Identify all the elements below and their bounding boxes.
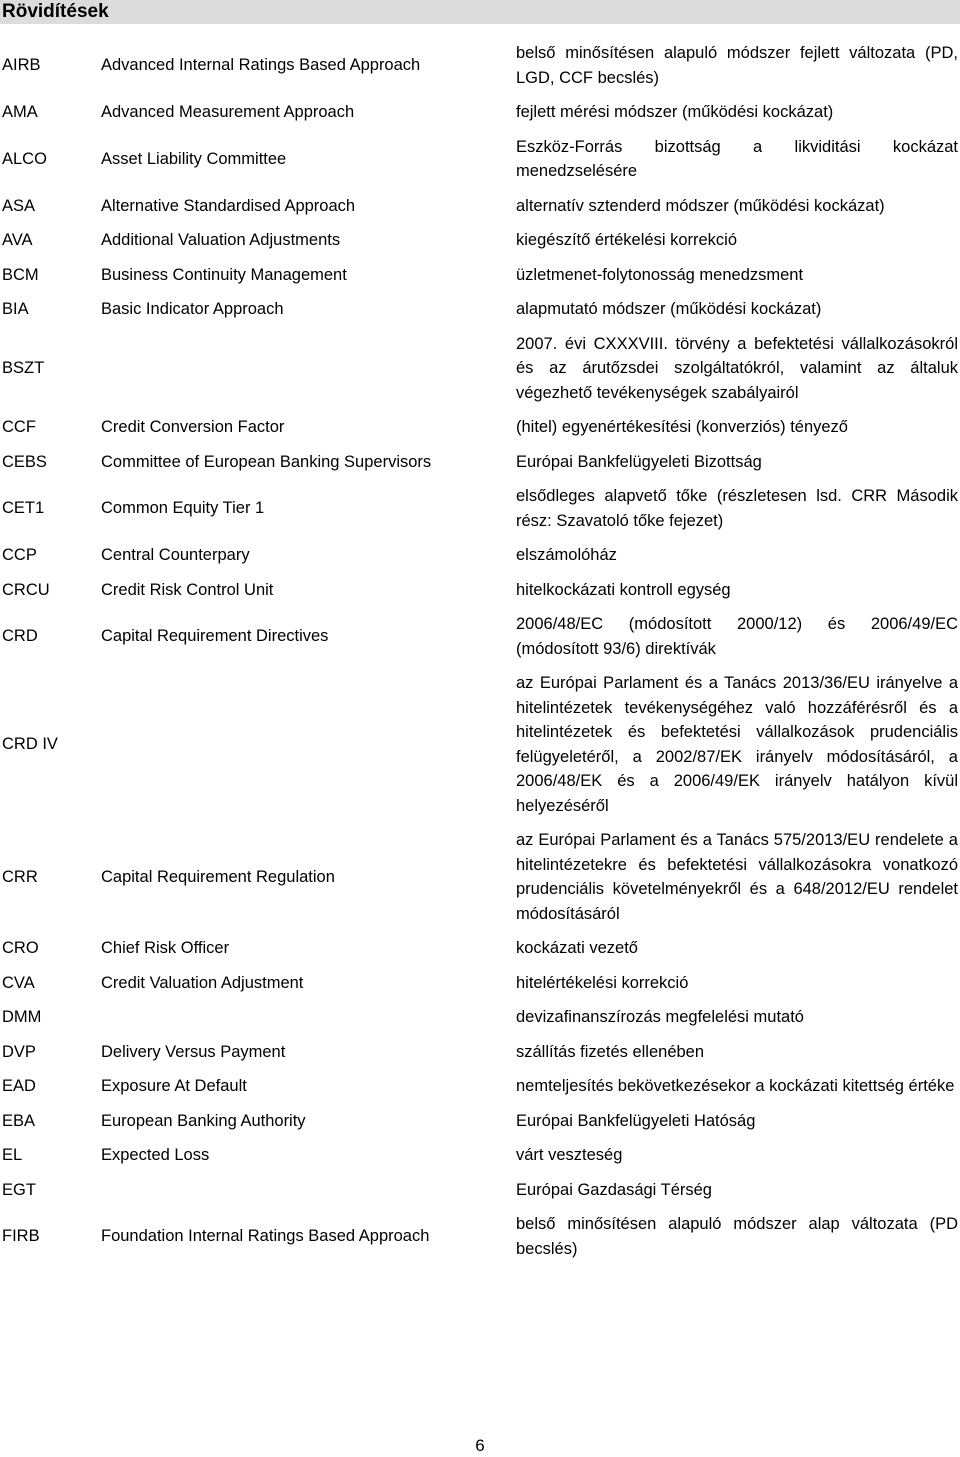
table-row	[0, 1138, 960, 1173]
english-term-cell: Credit Risk Control Unit	[101, 580, 274, 599]
hungarian-description-cell: elsődleges alapvető tőke (részletesen lsd. CRR Második rész: Szavatoló tőke fejezet)	[516, 487, 958, 530]
abbreviation-cell: ASA	[2, 196, 36, 215]
hungarian-description-cell: belső minősítésen alapuló módszer alap változata (PD becslés)	[516, 1215, 958, 1258]
abbreviation-cell: DVP	[2, 1042, 36, 1061]
english-term-cell: Credit Valuation Adjustment	[101, 973, 304, 992]
abbreviation-cell: ALCO	[2, 149, 47, 168]
english-term-cell: Chief Risk Officer	[101, 939, 230, 957]
english-term-cell: Delivery Versus Payment	[101, 1042, 286, 1061]
table-row	[0, 1173, 960, 1208]
english-term-cell: Committee of European Banking Supervisors	[101, 452, 432, 471]
hungarian-description-cell: Eszköz-Forrás bizottság a likviditási kockázat menedzselésére	[516, 137, 958, 180]
hungarian-description-cell: nemteljesítés bekövetkezésekor a kockázati kitettség értéke	[516, 1077, 955, 1095]
hungarian-description-cell: üzletmenet-folytonosság menedzsment	[516, 265, 804, 284]
abbreviation-cell: BIA	[2, 300, 29, 318]
english-term-cell: Capital Requirement Regulation	[101, 867, 335, 886]
abbreviation-cell: EL	[2, 1146, 23, 1164]
english-term-cell: Expected Loss	[101, 1146, 210, 1164]
english-term-cell: Common Equity Tier 1	[101, 499, 265, 518]
hungarian-description-cell: alternatív sztenderd módszer (működési kockázat)	[516, 196, 885, 215]
english-term-cell: Alternative Standardised Approach	[101, 196, 356, 215]
page-heading: Rövidítések	[0, 0, 960, 24]
table-row	[0, 966, 960, 1001]
table-row	[0, 130, 960, 189]
table-row	[0, 666, 960, 823]
abbreviation-cell: EBA	[2, 1111, 36, 1130]
hungarian-description-cell: elszámolóház	[516, 546, 617, 564]
table-row	[0, 445, 960, 480]
table-row	[0, 36, 960, 95]
abbreviation-cell: CRD	[2, 627, 38, 646]
abbreviation-cell: CCP	[2, 546, 37, 564]
english-term-cell: European Banking Authority	[101, 1111, 306, 1130]
abbreviation-cell: AIRB	[2, 56, 41, 75]
english-term-cell: Asset Liability Committee	[101, 149, 287, 168]
table-row	[0, 258, 960, 293]
table-row	[0, 1207, 960, 1266]
table-row	[0, 1104, 960, 1139]
english-term-cell: Business Continuity Management	[101, 265, 347, 284]
hungarian-description-cell: Európai Bankfelügyeleti Hatóság	[516, 1111, 756, 1130]
table-row	[0, 479, 960, 538]
hungarian-description-cell: az Európai Parlament és a Tanács 575/2013/EU rendelete a hitelintézetekre és befektetési vállalkozásokra vonatkozó prudenciális követelményekről és a 648/2012/EU rendelet módosításáról	[516, 831, 958, 923]
abbreviation-cell: FIRB	[2, 1227, 40, 1246]
table-row	[0, 538, 960, 573]
hungarian-description-cell: belső minősítésen alapuló módszer fejlett változata (PD, LGD, CCF becslés)	[516, 44, 958, 87]
english-term-cell: Additional Valuation Adjustments	[101, 231, 341, 249]
hungarian-description-cell: alapmutató módszer (működési kockázat)	[516, 300, 822, 318]
table-row	[0, 1069, 960, 1104]
table-row	[0, 607, 960, 666]
english-term-cell: Advanced Internal Ratings Based Approach	[101, 56, 421, 75]
hungarian-description-cell: várt veszteség	[516, 1146, 623, 1164]
table-row	[0, 823, 960, 931]
table-row	[0, 931, 960, 966]
page-number: 6	[475, 1436, 485, 1455]
abbreviation-cell: CVA	[2, 973, 35, 992]
hungarian-description-cell: szállítás fizetés ellenében	[516, 1042, 705, 1061]
table-row	[0, 410, 960, 445]
abbreviation-cell: EAD	[2, 1077, 36, 1095]
table-row	[0, 95, 960, 130]
abbreviation-cell: EGT	[2, 1180, 36, 1199]
english-term-cell: Foundation Internal Ratings Based Approach	[101, 1227, 430, 1246]
hungarian-description-cell: Európai Bankfelügyeleti Bizottság	[516, 452, 762, 471]
abbreviation-cell: AVA	[2, 231, 33, 249]
table-row	[0, 189, 960, 224]
abbreviation-cell: CET1	[2, 499, 45, 518]
table-row	[0, 223, 960, 258]
abbreviation-cell: CEBS	[2, 452, 47, 471]
english-term-cell: Advanced Measurement Approach	[101, 103, 355, 121]
abbreviation-cell: BSZT	[2, 359, 45, 377]
hungarian-description-cell: hitelkockázati kontroll egység	[516, 580, 731, 599]
hungarian-description-cell: kiegészítő értékelési korrekció	[516, 231, 738, 249]
hungarian-description-cell: devizafinanszírozás megfelelési mutató	[516, 1008, 804, 1026]
table-row	[0, 327, 960, 411]
english-term-cell: Capital Requirement Directives	[101, 627, 329, 646]
english-term-cell: Central Counterpary	[101, 546, 250, 564]
hungarian-description-cell: fejlett mérési módszer (működési kockázat)	[516, 103, 834, 121]
english-term-cell: Exposure At Default	[101, 1077, 247, 1095]
abbreviation-cell: AMA	[2, 103, 38, 121]
abbreviation-cell: BCM	[2, 265, 39, 284]
abbreviation-cell: CCF	[2, 418, 36, 436]
abbreviation-cell: CRR	[2, 867, 38, 886]
abbreviation-table	[0, 36, 960, 1266]
hungarian-description-cell: az Európai Parlament és a Tanács 2013/36/EU irányelve a hitelintézetek tevékenységéhez való hozzáférésről és a hitelintézetek és befektetési vállalkozások prudenciális felügyeletéről, a 2002/87/EK irányelv módosításáról, a 2006/48/EK és a 2006/49/EK irányelv hatályon kívül helyezéséről	[516, 674, 958, 815]
hungarian-description-cell: kockázati vezető	[516, 939, 638, 957]
english-term-cell: Credit Conversion Factor	[101, 418, 285, 436]
hungarian-description-cell: (hitel) egyenértékesítési (konverziós) tényező	[516, 418, 848, 436]
hungarian-description-cell: 2006/48/EC (módosított 2000/12) és 2006/49/EC (módosított 93/6) direktívák	[516, 615, 958, 658]
hungarian-description-cell: Európai Gazdasági Térség	[516, 1180, 712, 1199]
hungarian-description-cell: hitelértékelési korrekció	[516, 973, 689, 992]
table-row	[0, 292, 960, 327]
abbreviation-cell: DMM	[2, 1008, 42, 1026]
table-row	[0, 573, 960, 608]
hungarian-description-cell: 2007. évi CXXXVIII. törvény a befektetési vállalkozásokról és az árutőzsdei szolgáltatókról, valamint az általuk végezhető tevékenységek szabályairól	[516, 334, 958, 402]
abbreviation-cell: CRCU	[2, 580, 50, 599]
abbreviation-cell: CRO	[2, 939, 39, 957]
abbreviation-cell: CRD IV	[2, 735, 58, 754]
english-term-cell: Basic Indicator Approach	[101, 300, 284, 318]
table-row	[0, 1000, 960, 1035]
table-row	[0, 1035, 960, 1070]
